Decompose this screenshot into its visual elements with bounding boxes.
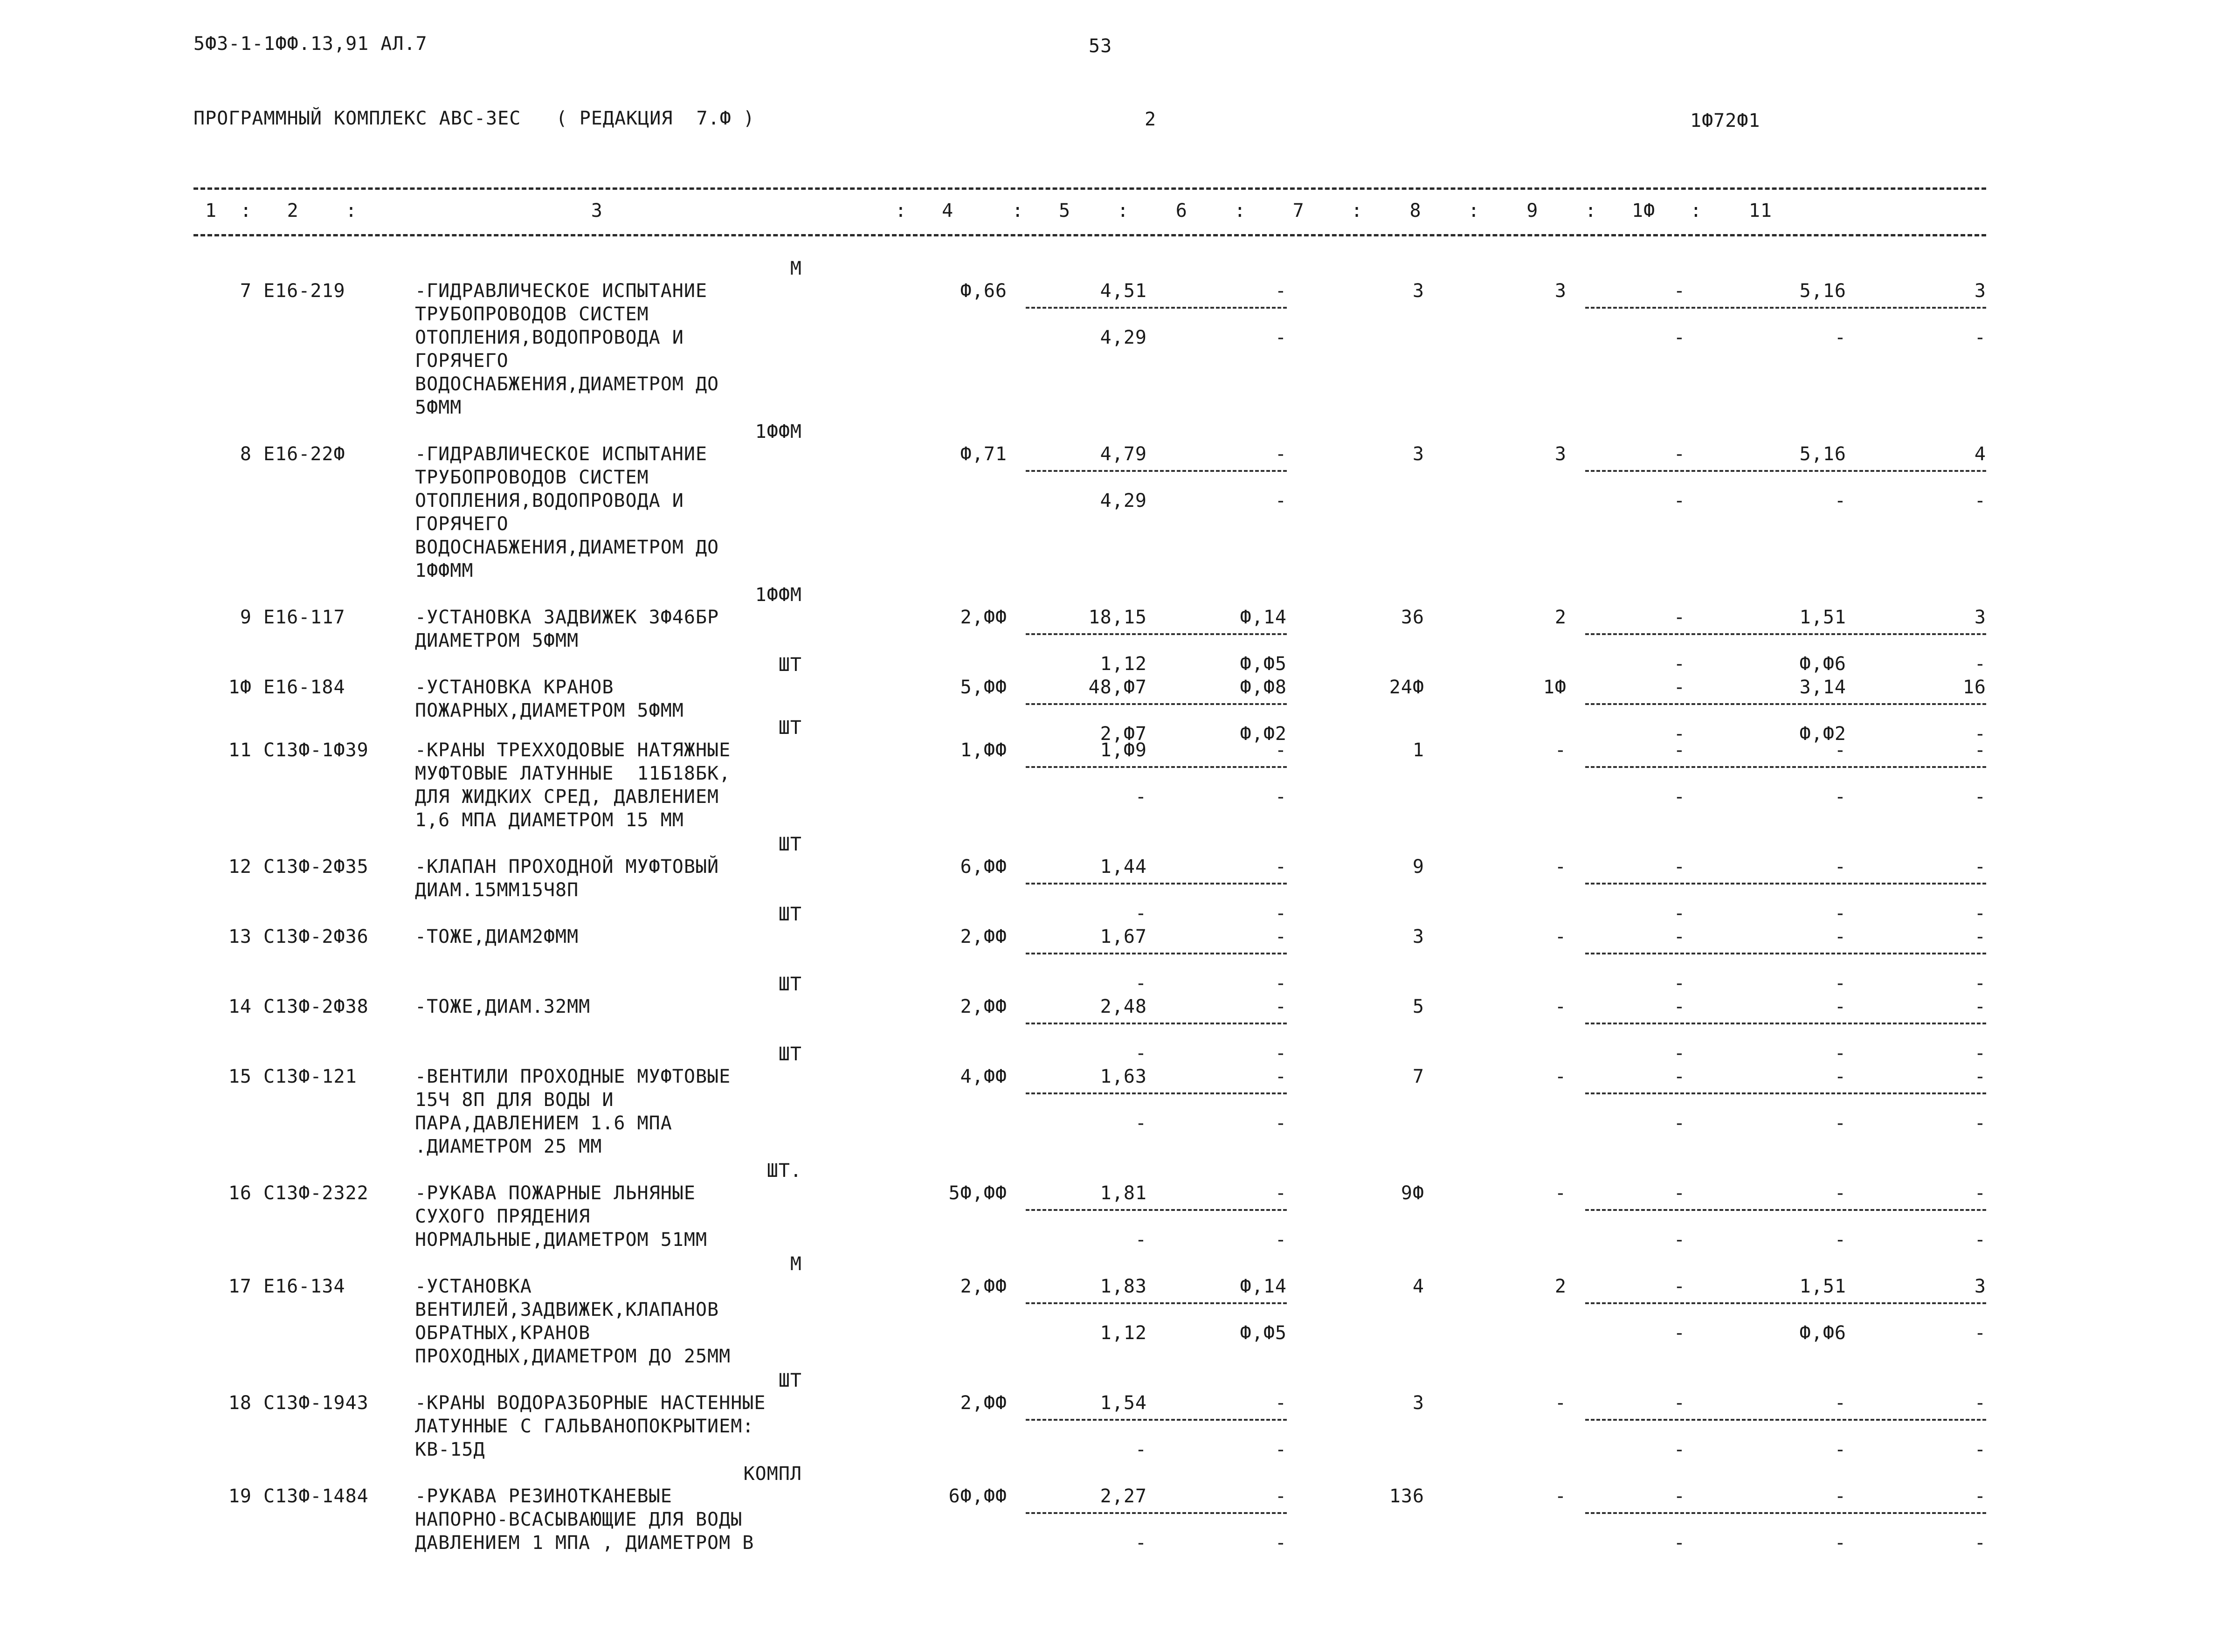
wages-cell: - <box>1554 1486 1567 1507</box>
row-number: 18 <box>228 1392 252 1414</box>
labor-sub-cell: - <box>1834 490 1846 511</box>
labor-total-sub-cell: - <box>1974 1322 1986 1344</box>
subrow-rule-right <box>1585 953 1986 954</box>
subrow-rule-left <box>1026 1023 1287 1024</box>
machine-cost-sub-cell: - <box>1275 903 1287 924</box>
quantity-cell: 2,ФФ <box>960 996 1007 1017</box>
unit-cost-sub-cell: - <box>1135 1439 1147 1460</box>
unit-cost-cell: 1,81 <box>1100 1182 1147 1204</box>
col9-cell: - <box>1673 1392 1685 1414</box>
col9-cell: - <box>1673 1182 1685 1204</box>
total-cost-cell: 36 <box>1401 607 1424 628</box>
subrow-rule-right <box>1585 1419 1986 1421</box>
work-description-line: -ВЕНТИЛИ ПРОХОДНЫЕ МУФТОВЫЕ <box>415 1066 731 1087</box>
labor-cell: - <box>1834 996 1846 1017</box>
work-description-line: -ТОЖЕ,ДИАМ2ФММ <box>415 926 579 947</box>
quantity-cell: 5,ФФ <box>960 677 1007 698</box>
subrow-rule-right <box>1585 1302 1986 1304</box>
total-cost-cell: 3 <box>1412 443 1424 465</box>
labor-cell: - <box>1834 926 1846 947</box>
unit-cost-cell: 1,54 <box>1100 1392 1147 1414</box>
machine-cost-cell: Ф,14 <box>1240 1276 1287 1297</box>
labor-cell: 1,51 <box>1799 1276 1846 1297</box>
labor-total-sub-cell: - <box>1974 490 1986 511</box>
machine-cost-sub-cell: - <box>1275 1113 1287 1134</box>
quantity-cell: 4,ФФ <box>960 1066 1007 1087</box>
unit-label: М <box>790 258 802 279</box>
col9-cell: - <box>1673 1276 1685 1297</box>
machine-cost-cell: - <box>1275 740 1287 761</box>
subrow-rule-right <box>1585 633 1986 635</box>
unit-cost-sub-cell: - <box>1135 1532 1147 1554</box>
quantity-cell: 6,ФФ <box>960 856 1007 878</box>
col9-sub-cell: - <box>1673 653 1685 675</box>
labor-total-cell: 3 <box>1974 1276 1986 1297</box>
col9-cell: - <box>1673 1486 1685 1507</box>
machine-cost-sub-cell: - <box>1275 327 1287 348</box>
labor-sub-cell: Ф,Ф6 <box>1799 1322 1846 1344</box>
work-description-line: -РУКАВА ПОЖАРНЫЕ ЛЬНЯНЫЕ <box>415 1182 696 1204</box>
total-cost-cell: 9 <box>1412 856 1424 878</box>
unit-cost-sub-cell: - <box>1135 1229 1147 1251</box>
subrow-rule-left <box>1026 766 1287 768</box>
work-description-line: НОРМАЛЬНЫЕ,ДИАМЕТРОМ 51ММ <box>415 1229 708 1251</box>
unit-cost-cell: 1,83 <box>1100 1276 1147 1297</box>
work-description-line: ПАРА,ДАВЛЕНИЕМ 1.6 МПА <box>415 1113 672 1134</box>
unit-cost-sub-cell: 4,29 <box>1100 327 1147 348</box>
unit-cost-cell: 48,Ф7 <box>1088 677 1147 698</box>
machine-cost-sub-cell: - <box>1275 1439 1287 1460</box>
row-number: 12 <box>228 856 252 878</box>
quantity-cell: 2,ФФ <box>960 607 1007 628</box>
col9-cell: - <box>1673 856 1685 878</box>
quantity-cell: 5Ф,ФФ <box>948 1182 1007 1204</box>
row-number: 15 <box>228 1066 252 1087</box>
unit-label: 1ФФМ <box>755 421 802 442</box>
subrow-rule-left <box>1026 1302 1287 1304</box>
unit-cost-cell: 2,27 <box>1100 1486 1147 1507</box>
subrow-rule-left <box>1026 1419 1287 1421</box>
machine-cost-sub-cell: Ф,Ф5 <box>1240 1322 1287 1344</box>
labor-sub-cell: - <box>1834 1532 1846 1554</box>
wages-cell: 3 <box>1554 280 1567 302</box>
work-description-line: МУФТОВЫЕ ЛАТУННЫЕ 11Б18БК, <box>415 763 731 784</box>
subrow-rule-right <box>1585 766 1986 768</box>
sheet-number: 2 <box>1145 109 1157 130</box>
machine-cost-cell: Ф,14 <box>1240 607 1287 628</box>
subrow-rule-right <box>1585 470 1986 472</box>
labor-sub-cell: - <box>1834 1229 1846 1251</box>
work-description-line: 1,6 МПА ДИАМЕТРОМ 15 ММ <box>415 809 684 831</box>
total-cost-cell: 1 <box>1412 740 1424 761</box>
work-description-line: ТРУБОПРОВОДОВ СИСТЕМ <box>415 467 649 488</box>
work-description-line: ДИАМ.15ММ15Ч8П <box>415 879 579 901</box>
unit-cost-cell: 1,Ф9 <box>1100 740 1147 761</box>
machine-cost-cell: - <box>1275 926 1287 947</box>
rate-code: С13Ф-1484 <box>263 1486 369 1507</box>
machine-cost-sub-cell: - <box>1275 1043 1287 1064</box>
unit-cost-sub-cell: - <box>1135 1043 1147 1064</box>
labor-total-sub-cell: - <box>1974 1113 1986 1134</box>
wages-cell: - <box>1554 926 1567 947</box>
col9-sub-cell: - <box>1673 327 1685 348</box>
labor-total-sub-cell: - <box>1974 973 1986 994</box>
rate-code: Е16-219 <box>263 280 345 302</box>
col9-sub-cell: - <box>1673 1439 1685 1460</box>
labor-total-cell: - <box>1974 1392 1986 1414</box>
col9-sub-cell: - <box>1673 1043 1685 1064</box>
work-description-line: -УСТАНОВКА ЗАДВИЖЕК 3Ф46БР <box>415 607 719 628</box>
col9-cell: - <box>1673 926 1685 947</box>
work-description-line: -КРАНЫ ТРЕХХОДОВЫЕ НАТЯЖНЫЕ <box>415 740 731 761</box>
wages-cell: 2 <box>1554 1276 1567 1297</box>
work-description-line: 15Ч 8П ДЛЯ ВОДЫ И <box>415 1089 614 1111</box>
col9-cell: - <box>1673 280 1685 302</box>
col9-sub-cell: - <box>1673 1322 1685 1344</box>
unit-label: ШТ <box>778 834 802 855</box>
labor-sub-cell: Ф,Ф6 <box>1799 653 1846 675</box>
labor-sub-cell: - <box>1834 1113 1846 1134</box>
total-cost-cell: 3 <box>1412 926 1424 947</box>
unit-cost-sub-cell: 4,29 <box>1100 490 1147 511</box>
subrow-rule-right <box>1585 1092 1986 1094</box>
work-description-line: -УСТАНОВКА <box>415 1276 532 1297</box>
wages-cell: 3 <box>1554 443 1567 465</box>
work-description-line: 5ФММ <box>415 397 462 418</box>
unit-label: ШТ <box>778 717 802 739</box>
subrow-rule-left <box>1026 1209 1287 1211</box>
unit-label: ШТ <box>778 974 802 995</box>
labor-total-cell: 3 <box>1974 607 1986 628</box>
work-description-line: ДИАМЕТРОМ 5ФММ <box>415 630 579 651</box>
subrow-rule-right <box>1585 703 1986 705</box>
header-top-rule <box>193 187 1986 190</box>
row-number: 16 <box>228 1182 252 1204</box>
subrow-rule-right <box>1585 1209 1986 1211</box>
quantity-cell: Ф,71 <box>960 443 1007 465</box>
work-description-line: 1ФФММ <box>415 560 474 581</box>
labor-sub-cell: - <box>1834 786 1846 808</box>
labor-total-cell: - <box>1974 926 1986 947</box>
unit-cost-sub-cell: 1,12 <box>1100 653 1147 675</box>
col9-sub-cell: - <box>1673 973 1685 994</box>
subrow-rule-left <box>1026 470 1287 472</box>
total-cost-cell: 3 <box>1412 280 1424 302</box>
total-cost-cell: 4 <box>1412 1276 1424 1297</box>
machine-cost-cell: Ф,Ф8 <box>1240 677 1287 698</box>
subrow-rule-left <box>1026 633 1287 635</box>
machine-cost-sub-cell: - <box>1275 490 1287 511</box>
quantity-cell: 2,ФФ <box>960 1276 1007 1297</box>
unit-cost-sub-cell: - <box>1135 786 1147 808</box>
wages-cell: - <box>1554 1182 1567 1204</box>
labor-cell: 1,51 <box>1799 607 1846 628</box>
col9-cell: - <box>1673 443 1685 465</box>
work-description-line: ГОРЯЧЕГО <box>415 350 509 372</box>
total-cost-cell: 24Ф <box>1389 677 1424 698</box>
col9-sub-cell: - <box>1673 1229 1685 1251</box>
unit-cost-cell: 1,67 <box>1100 926 1147 947</box>
wages-cell: 1Ф <box>1543 677 1567 698</box>
machine-cost-sub-cell: - <box>1275 1532 1287 1554</box>
quantity-cell: 2,ФФ <box>960 926 1007 947</box>
work-description-line: КВ-15Д <box>415 1439 485 1460</box>
labor-cell: - <box>1834 1182 1846 1204</box>
labor-cell: 3,14 <box>1799 677 1846 698</box>
rate-code: Е16-117 <box>263 607 345 628</box>
labor-sub-cell: - <box>1834 973 1846 994</box>
row-number: 1Ф <box>228 677 252 698</box>
machine-cost-sub-cell: - <box>1275 973 1287 994</box>
unit-cost-cell: 2,48 <box>1100 996 1147 1017</box>
document-code: 5Ф3-1-1ФФ.13,91 АЛ.7 <box>193 33 428 55</box>
work-description-line: ГОРЯЧЕГО <box>415 513 509 535</box>
work-description-line: -ТОЖЕ,ДИАМ.32ММ <box>415 996 591 1017</box>
work-description-line: -ГИДРАВЛИЧЕСКОЕ ИСПЫТАНИЕ <box>415 443 708 465</box>
labor-total-sub-cell: - <box>1974 1439 1986 1460</box>
row-number: 8 <box>240 443 252 465</box>
work-description-line: -КРАНЫ ВОДОРАЗБОРНЫЕ НАСТЕННЫЕ <box>415 1392 766 1414</box>
row-number: 13 <box>228 926 252 947</box>
subrow-rule-right <box>1585 1512 1986 1514</box>
rate-code: Е16-184 <box>263 677 345 698</box>
machine-cost-sub-cell: - <box>1275 1229 1287 1251</box>
wages-cell: - <box>1554 740 1567 761</box>
unit-cost-cell: 4,79 <box>1100 443 1147 465</box>
work-description-line: ПОЖАРНЫХ,ДИАМЕТРОМ 5ФММ <box>415 700 684 721</box>
rate-code: Е16-22Ф <box>263 443 345 465</box>
labor-total-sub-cell: - <box>1974 903 1986 924</box>
quantity-cell: 2,ФФ <box>960 1392 1007 1414</box>
subrow-rule-right <box>1585 307 1986 309</box>
subrow-rule-left <box>1026 1092 1287 1094</box>
labor-total-cell: - <box>1974 856 1986 878</box>
labor-cell: 5,16 <box>1799 280 1846 302</box>
work-description-line: ВЕНТИЛЕЙ,ЗАДВИЖЕК,КЛАПАНОВ <box>415 1299 719 1320</box>
subrow-rule-right <box>1585 883 1986 885</box>
work-description-line: НАПОРНО-ВСАСЫВАЮЩИЕ ДЛЯ ВОДЫ <box>415 1509 743 1530</box>
col9-sub-cell: - <box>1673 1532 1685 1554</box>
page-number: 53 <box>1089 35 1112 57</box>
labor-cell: - <box>1834 1066 1846 1087</box>
subrow-rule-left <box>1026 883 1287 885</box>
work-description-line: ПРОХОДНЫХ,ДИАМЕТРОМ ДО 25ММ <box>415 1346 731 1367</box>
wages-cell: - <box>1554 996 1567 1017</box>
col9-sub-cell: - <box>1673 786 1685 808</box>
labor-sub-cell: Ф,Ф2 <box>1799 723 1846 745</box>
machine-cost-cell: - <box>1275 1486 1287 1507</box>
labor-total-cell: 3 <box>1974 280 1986 302</box>
labor-sub-cell: - <box>1834 1043 1846 1064</box>
unit-cost-cell: 1,63 <box>1100 1066 1147 1087</box>
unit-label: ШТ <box>778 654 802 676</box>
unit-label: ШТ <box>778 1044 802 1065</box>
machine-cost-cell: - <box>1275 1392 1287 1414</box>
col9-cell: - <box>1673 607 1685 628</box>
machine-cost-cell: - <box>1275 996 1287 1017</box>
col9-sub-cell: - <box>1673 903 1685 924</box>
work-description-line: .ДИАМЕТРОМ 25 ММ <box>415 1136 602 1157</box>
quantity-cell: Ф,66 <box>960 280 1007 302</box>
subrow-rule-right <box>1585 1023 1986 1024</box>
header-bottom-rule <box>193 234 1986 236</box>
subrow-rule-left <box>1026 953 1287 954</box>
row-number: 11 <box>228 740 252 761</box>
work-description-line: ТРУБОПРОВОДОВ СИСТЕМ <box>415 304 649 325</box>
labor-total-sub-cell: - <box>1974 723 1986 745</box>
work-description-line: ЛАТУННЫЕ С ГАЛЬВАНОПОКРЫТИЕМ: <box>415 1416 754 1437</box>
document-id: 1Ф72Ф1 <box>1690 110 1761 131</box>
labor-cell: - <box>1834 1486 1846 1507</box>
machine-cost-cell: - <box>1275 443 1287 465</box>
unit-cost-cell: 1,44 <box>1100 856 1147 878</box>
work-description-line: -РУКАВА РЕЗИНОТКАНЕВЫЕ <box>415 1486 672 1507</box>
work-description-line: ОТОПЛЕНИЯ,ВОДОПРОВОДА И <box>415 490 684 511</box>
total-cost-cell: 136 <box>1389 1486 1424 1507</box>
row-number: 7 <box>240 280 252 302</box>
unit-cost-sub-cell: 1,12 <box>1100 1322 1147 1344</box>
labor-total-sub-cell: - <box>1974 1532 1986 1554</box>
labor-total-cell: - <box>1974 1182 1986 1204</box>
wages-cell: - <box>1554 856 1567 878</box>
unit-cost-sub-cell: - <box>1135 1113 1147 1134</box>
unit-cost-sub-cell: 2,Ф7 <box>1100 723 1147 745</box>
labor-total-cell: - <box>1974 1066 1986 1087</box>
col9-cell: - <box>1673 1066 1685 1087</box>
labor-total-cell: - <box>1974 1486 1986 1507</box>
unit-cost-cell: 4,51 <box>1100 280 1147 302</box>
machine-cost-cell: - <box>1275 1066 1287 1087</box>
quantity-cell: 6Ф,ФФ <box>948 1486 1007 1507</box>
total-cost-cell: 9Ф <box>1401 1182 1424 1204</box>
labor-total-cell: - <box>1974 740 1986 761</box>
labor-total-cell: 4 <box>1974 443 1986 465</box>
labor-total-cell: - <box>1974 996 1986 1017</box>
labor-cell: 5,16 <box>1799 443 1846 465</box>
work-description-line: ДАВЛЕНИЕМ 1 МПА , ДИАМЕТРОМ В <box>415 1532 754 1554</box>
machine-cost-sub-cell: - <box>1275 786 1287 808</box>
unit-label: КОМПЛ <box>743 1463 802 1485</box>
rate-code: С13Ф-1Ф39 <box>263 740 369 761</box>
total-cost-cell: 5 <box>1412 996 1424 1017</box>
col9-sub-cell: - <box>1673 1113 1685 1134</box>
work-description-line: ОТОПЛЕНИЯ,ВОДОПРОВОДА И <box>415 327 684 348</box>
unit-label: ШТ <box>778 904 802 925</box>
labor-total-sub-cell: - <box>1974 327 1986 348</box>
labor-cell: - <box>1834 1392 1846 1414</box>
wages-cell: 2 <box>1554 607 1567 628</box>
rate-code: С13Ф-2322 <box>263 1182 369 1204</box>
work-description-line: ВОДОСНАБЖЕНИЯ,ДИАМЕТРОМ ДО <box>415 373 719 395</box>
unit-cost-cell: 18,15 <box>1088 607 1147 628</box>
col9-cell: - <box>1673 677 1685 698</box>
labor-total-sub-cell: - <box>1974 653 1986 675</box>
work-description-line: СУХОГО ПРЯДЕНИЯ <box>415 1206 591 1227</box>
work-description-line: ВОДОСНАБЖЕНИЯ,ДИАМЕТРОМ ДО <box>415 537 719 558</box>
work-description-line: -КЛАПАН ПРОХОДНОЙ МУФТОВЫЙ <box>415 856 719 878</box>
work-description-line: -ГИДРАВЛИЧЕСКОЕ ИСПЫТАНИЕ <box>415 280 708 302</box>
labor-total-cell: 16 <box>1962 677 1986 698</box>
row-number: 19 <box>228 1486 252 1507</box>
unit-label: ШТ <box>778 1370 802 1391</box>
unit-label: М <box>790 1253 802 1275</box>
row-number: 9 <box>240 607 252 628</box>
work-description-line: ОБРАТНЫХ,КРАНОВ <box>415 1322 591 1344</box>
total-cost-cell: 7 <box>1412 1066 1424 1087</box>
wages-cell: - <box>1554 1392 1567 1414</box>
labor-total-sub-cell: - <box>1974 1043 1986 1064</box>
labor-total-sub-cell: - <box>1974 786 1986 808</box>
row-number: 14 <box>228 996 252 1017</box>
column-header: 1 : 2 : 3 : 4 : 5 : 6 : 7 : 8 : 9 : 1Ф : 11 <box>205 200 1772 221</box>
unit-cost-sub-cell: - <box>1135 903 1147 924</box>
labor-sub-cell: - <box>1834 903 1846 924</box>
labor-cell: - <box>1834 856 1846 878</box>
labor-cell: - <box>1834 740 1846 761</box>
row-number: 17 <box>228 1276 252 1297</box>
rate-code: С13Ф-2Ф36 <box>263 926 369 947</box>
labor-sub-cell: - <box>1834 327 1846 348</box>
total-cost-cell: 3 <box>1412 1392 1424 1414</box>
quantity-cell: 1,ФФ <box>960 740 1007 761</box>
rate-code: Е16-134 <box>263 1276 345 1297</box>
subrow-rule-left <box>1026 703 1287 705</box>
labor-sub-cell: - <box>1834 1439 1846 1460</box>
col9-sub-cell: - <box>1673 723 1685 745</box>
unit-cost-sub-cell: - <box>1135 973 1147 994</box>
machine-cost-cell: - <box>1275 856 1287 878</box>
rate-code: С13Ф-1943 <box>263 1392 369 1414</box>
rate-code: С13Ф-2Ф38 <box>263 996 369 1017</box>
wages-cell: - <box>1554 1066 1567 1087</box>
unit-label: ШТ. <box>766 1160 802 1182</box>
col9-sub-cell: - <box>1673 490 1685 511</box>
rate-code: С13Ф-2Ф35 <box>263 856 369 878</box>
machine-cost-cell: - <box>1275 280 1287 302</box>
machine-cost-sub-cell: Ф,Ф5 <box>1240 653 1287 675</box>
work-description-line: ДЛЯ ЖИДКИХ СРЕД, ДАВЛЕНИЕМ <box>415 786 719 808</box>
unit-label: 1ФФМ <box>755 584 802 606</box>
col9-cell: - <box>1673 740 1685 761</box>
labor-total-sub-cell: - <box>1974 1229 1986 1251</box>
machine-cost-cell: - <box>1275 1182 1287 1204</box>
program-title: ПРОГРАММНЫЙ КОМПЛЕКС АВС-3ЕС ( РЕДАКЦИЯ 7.Ф ) <box>193 108 755 129</box>
machine-cost-sub-cell: Ф,Ф2 <box>1240 723 1287 745</box>
work-description-line: -УСТАНОВКА КРАНОВ <box>415 677 614 698</box>
subrow-rule-left <box>1026 307 1287 309</box>
subrow-rule-left <box>1026 1512 1287 1514</box>
rate-code: С13Ф-121 <box>263 1066 357 1087</box>
col9-cell: - <box>1673 996 1685 1017</box>
